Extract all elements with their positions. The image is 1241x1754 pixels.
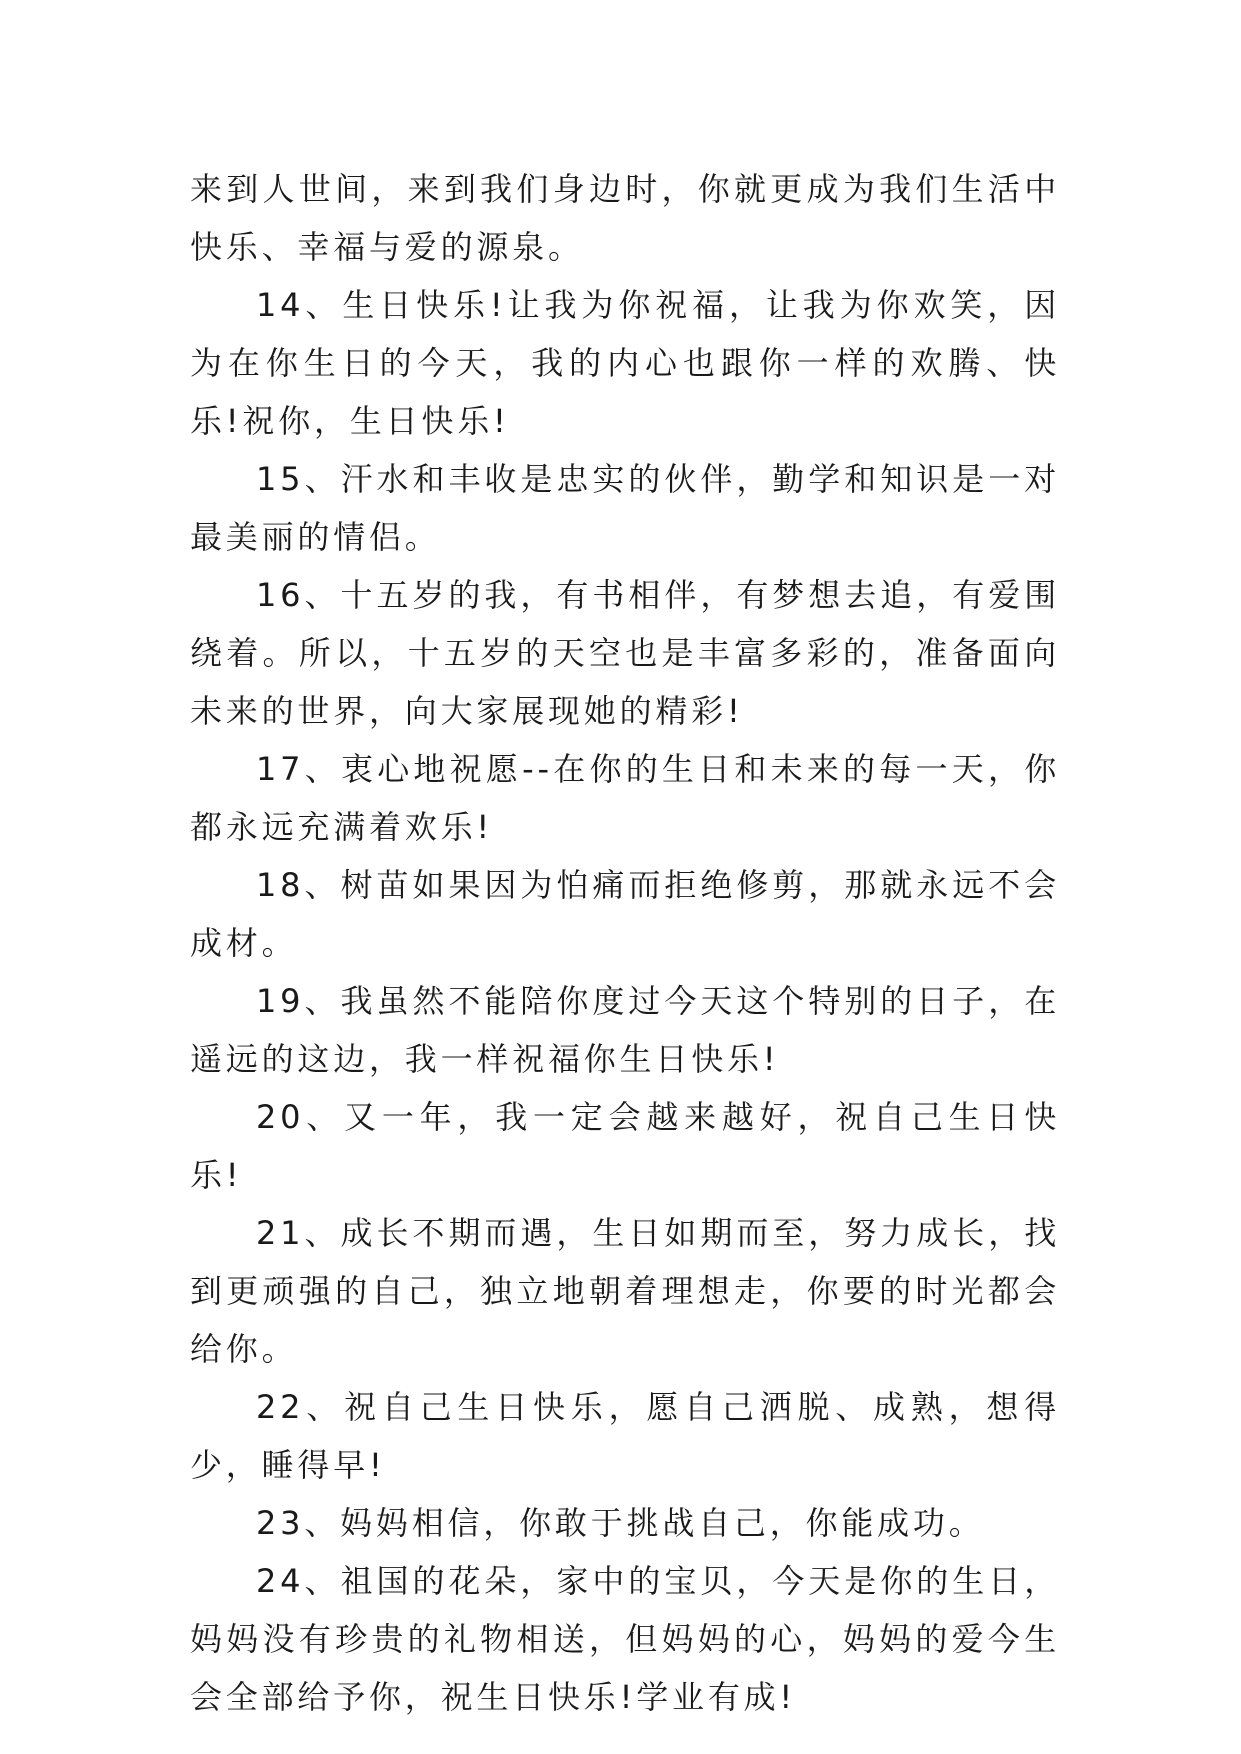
paragraph-17: 17、衷心地祝愿--在你的生日和未来的每一天，你都永远充满着欢乐! <box>190 750 1060 846</box>
document-body <box>190 160 1060 1726</box>
paragraph-18: 18、树苗如果因为怕痛而拒绝修剪，那就永远不会成材。 <box>190 866 1060 962</box>
paragraph-14: 14、生日快乐!让我为你祝福，让我为你欢笑，因为在你生日的今天，我的内心也跟你一样的欢腾、快乐!祝你，生日快乐! <box>190 286 1060 440</box>
paragraph-continuation: 来到人世间，来到我们身边时，你就更成为我们生活中快乐、幸福与爱的源泉。 <box>190 170 1060 266</box>
paragraph-21: 21、成长不期而遇，生日如期而至，努力成长，找到更顽强的自己，独立地朝着理想走，你要的时光都会给你。 <box>190 1214 1060 1368</box>
paragraph-16: 16、十五岁的我，有书相伴，有梦想去追，有爱围绕着。所以，十五岁的天空也是丰富多彩的，准备面向未来的世界，向大家展现她的精彩! <box>190 576 1060 730</box>
paragraph-20: 20、又一年，我一定会越来越好，祝自己生日快乐! <box>190 1098 1060 1194</box>
paragraph-19: 19、我虽然不能陪你度过今天这个特别的日子，在遥远的这边，我一样祝福你生日快乐! <box>190 982 1060 1078</box>
paragraph-22: 22、祝自己生日快乐，愿自己洒脱、成熟，想得少，睡得早! <box>190 1388 1060 1484</box>
paragraph-15: 15、汗水和丰收是忠实的伙伴，勤学和知识是一对最美丽的情侣。 <box>190 460 1060 556</box>
paragraph-24: 24、祖国的花朵，家中的宝贝，今天是你的生日，妈妈没有珍贵的礼物相送，但妈妈的心，妈妈的爱今生会全部给予你，祝生日快乐!学业有成! <box>190 1562 1060 1716</box>
paragraph-23: 23、妈妈相信，你敢于挑战自己，你能成功。 <box>256 1504 985 1542</box>
